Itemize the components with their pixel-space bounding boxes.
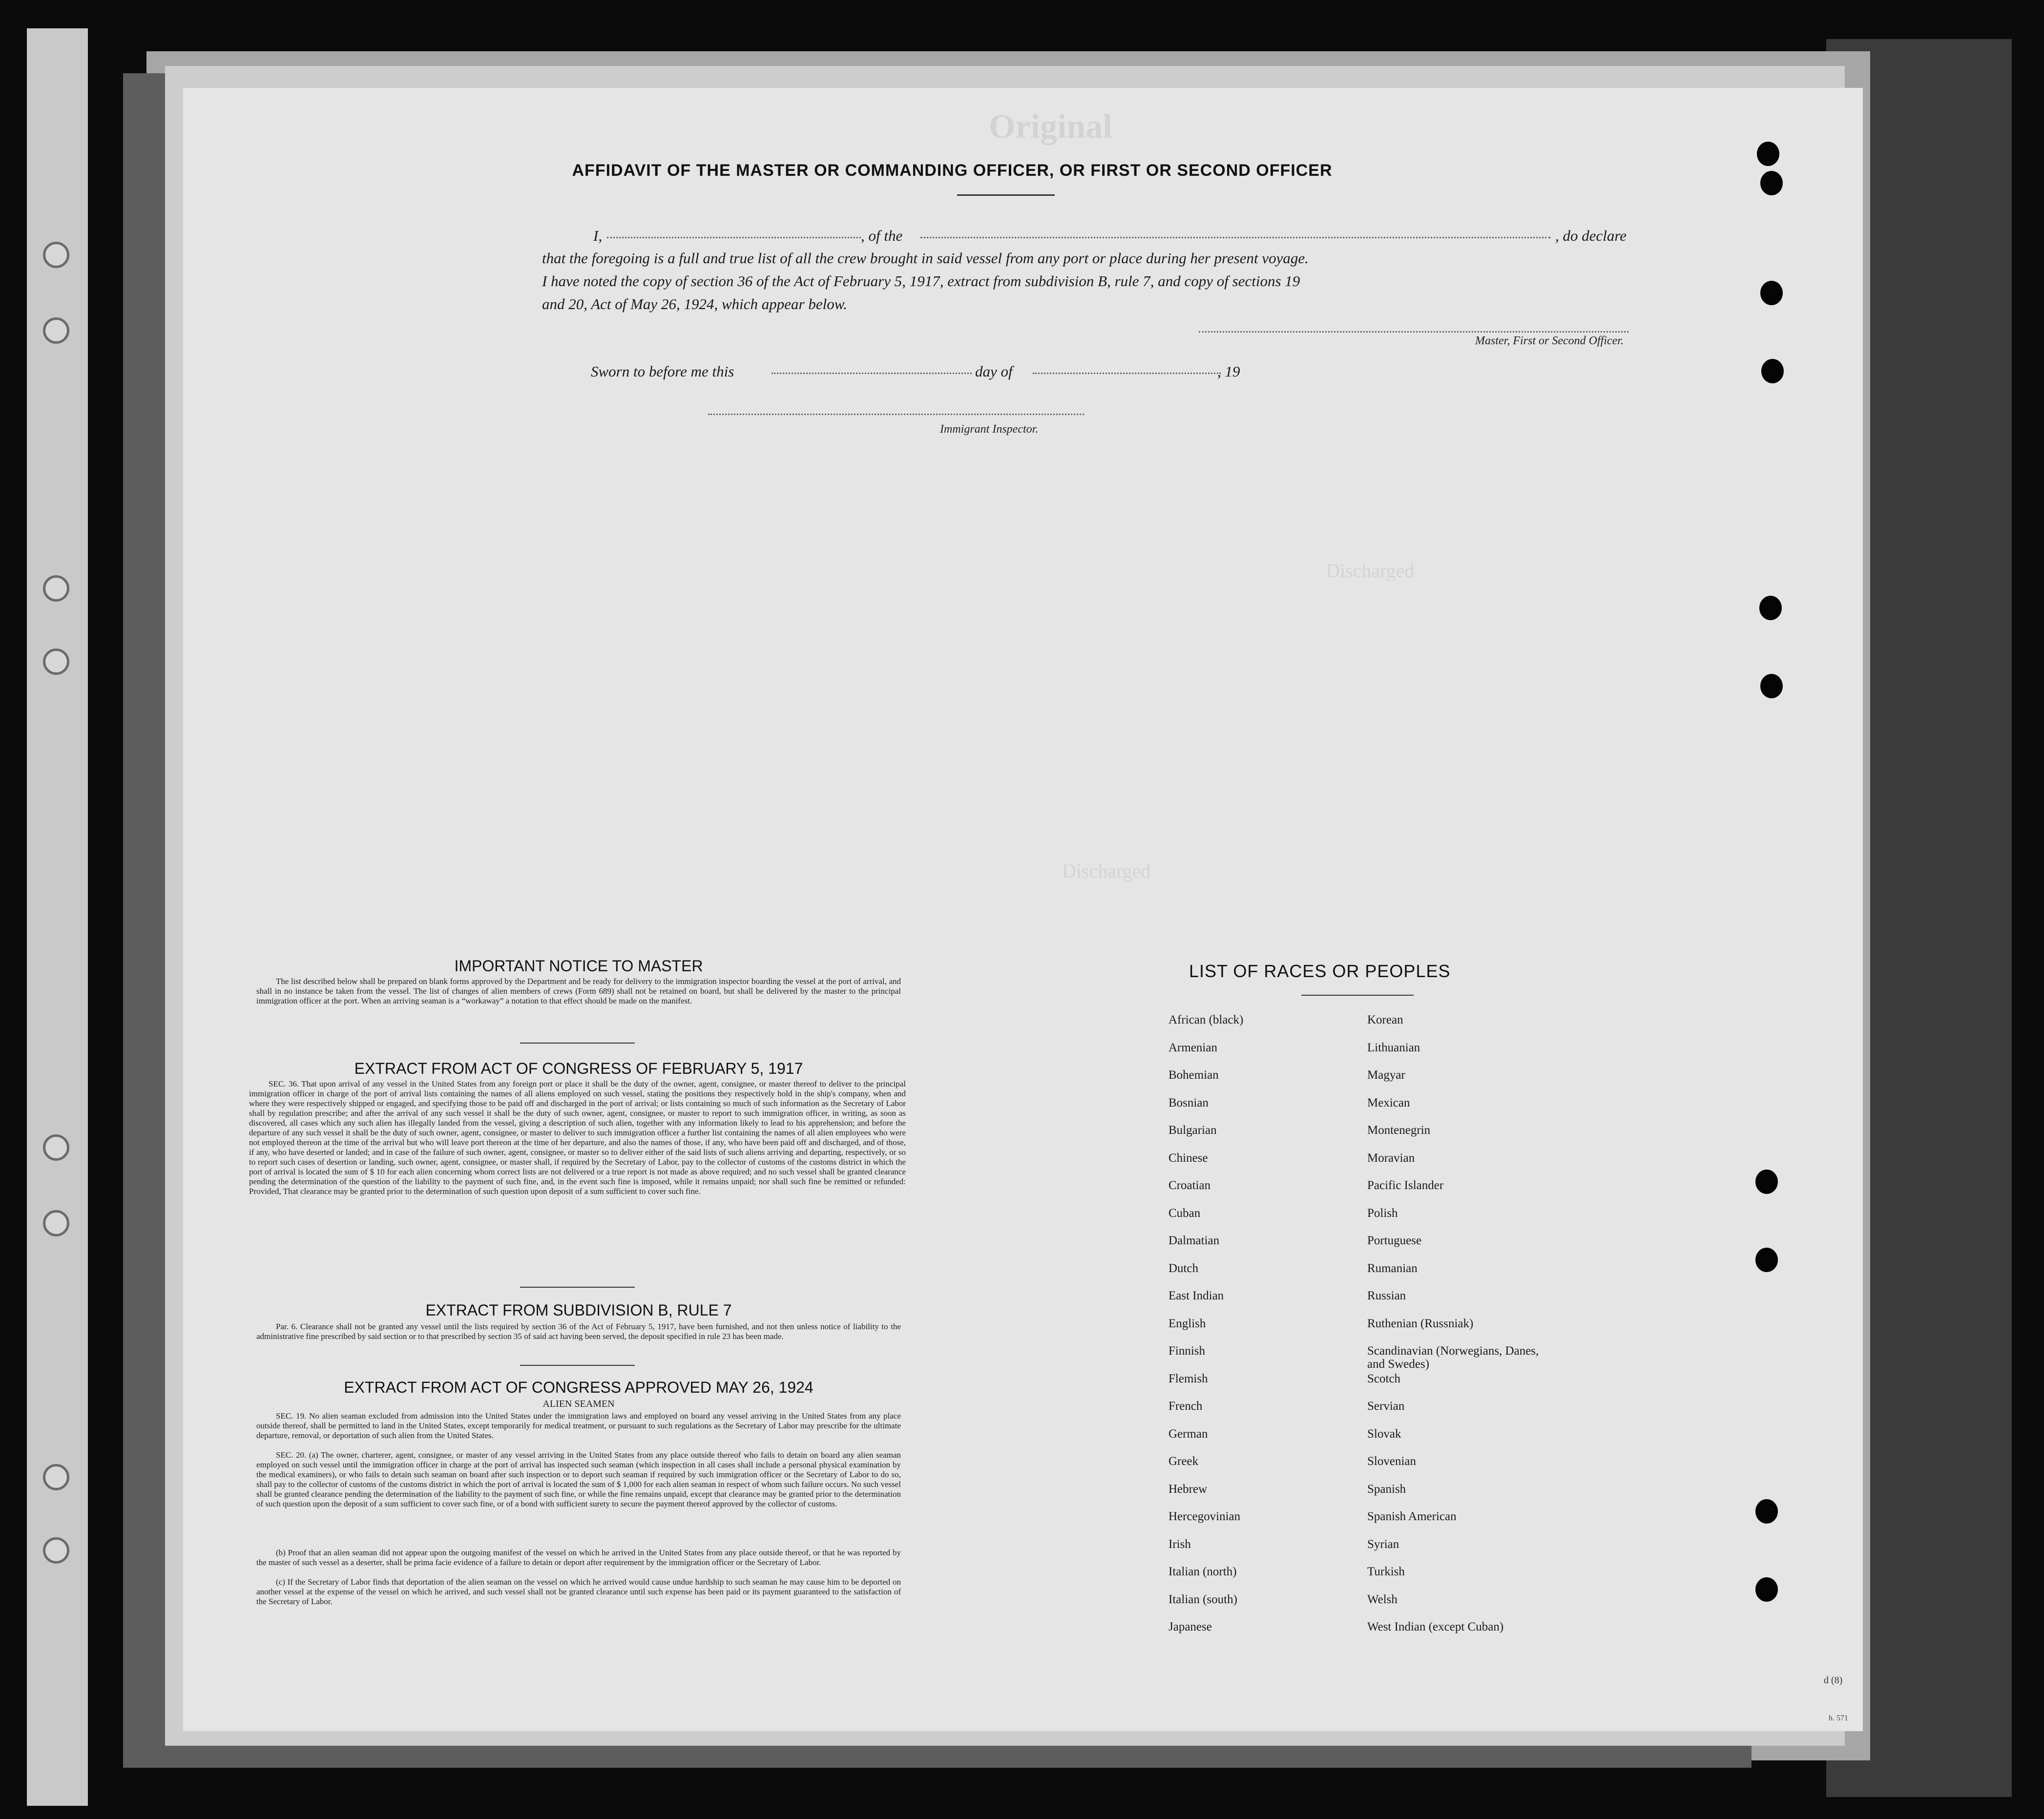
- year-text: , 19: [1217, 363, 1240, 380]
- sec20c-body: (c) If the Secretary of Labor finds that deportation of the alien seaman on the vessel on which he arrived would cause undue hardship to such seaman he may cause him to be deported on another vessel at the expense of the vessel on which he arrived, and such vessel shall not be granted clearance until such expense has been paid or its payment guaranteed to the satisfaction of the Secretary of Labor.: [256, 1577, 901, 1606]
- race-item: Portuguese: [1367, 1234, 1422, 1247]
- affidavit-i: I,: [593, 227, 603, 244]
- day-of-text: day of: [975, 363, 1013, 380]
- vessel-blank: [920, 237, 1550, 238]
- extract-1924-heading: EXTRACT FROM ACT OF CONGRESS APPROVED MAY 26, 1924: [344, 1379, 813, 1396]
- section-divider: [520, 1043, 635, 1044]
- race-item: Welsh: [1367, 1592, 1397, 1606]
- race-item: French: [1168, 1400, 1203, 1413]
- punch-hole: [1755, 1170, 1778, 1194]
- race-item: Korean: [1367, 1013, 1403, 1026]
- race-item: Scandinavian (Norwegians, Danes, and Swedes): [1367, 1344, 1539, 1371]
- race-item: Hebrew: [1168, 1482, 1208, 1496]
- rule7-body: Par. 6. Clearance shall not be granted any vessel until the lists required by section 36 of the Act of February 5, 1917, have been furnished, and not then unless notice of liability to the administrative fine prescribed by said section or to that prescribed by section 35 of said act having been served, the deposit specified in rule 23 has been made.: [256, 1322, 901, 1341]
- master-signature-label: Master, First or Second Officer.: [1475, 335, 1624, 347]
- race-item: Chinese: [1168, 1151, 1208, 1165]
- race-item: Armenian: [1168, 1041, 1217, 1054]
- inspector-signature-blank: [708, 414, 1084, 415]
- alien-seamen-subheading: ALIEN SEAMEN: [542, 1399, 615, 1409]
- inspector-label: Immigrant Inspector.: [940, 423, 1039, 436]
- race-item: Japanese: [1168, 1620, 1212, 1633]
- signature-blank: [1199, 331, 1628, 333]
- punch-hole: [1759, 596, 1782, 620]
- sworn-text: Sworn to before me this: [591, 363, 734, 380]
- race-item: Ruthenian (Russniak): [1367, 1317, 1474, 1330]
- race-item: Dalmatian: [1168, 1234, 1220, 1247]
- punch-hole: [43, 1210, 69, 1236]
- race-item: Magyar: [1367, 1068, 1405, 1082]
- extract-1917-heading: EXTRACT FROM ACT OF CONGRESS OF FEBRUARY 5, 1917: [354, 1060, 803, 1077]
- race-item: Greek: [1168, 1455, 1199, 1468]
- race-item: Bulgarian: [1168, 1124, 1217, 1137]
- race-item: Bosnian: [1168, 1096, 1209, 1109]
- punch-hole: [43, 317, 69, 344]
- affidavit-of-the: , of the: [861, 227, 903, 244]
- race-item: Mexican: [1367, 1096, 1410, 1109]
- month-blank: [1033, 373, 1221, 374]
- races-heading: LIST OF RACES OR PEOPLES: [1189, 961, 1451, 981]
- race-item: Slovak: [1367, 1427, 1401, 1441]
- punch-hole: [43, 575, 69, 602]
- punched-margin-strip: [27, 28, 88, 1806]
- race-item: Turkish: [1367, 1565, 1405, 1578]
- sec19-body: SEC. 19. No alien seaman excluded from admission into the United States under the immigration laws and employed on board any vessel arriving in the United States from any place outside thereof, shall be permitted to land in the United States, except temporarily for medical treatment, or pursuant to such regulations as the Secretary of Labor may prescribe for the ultimate departure, removal, or deportation of such alien from the United States.: [256, 1411, 901, 1440]
- race-item: Finnish: [1168, 1344, 1206, 1358]
- races-divider: [1301, 995, 1414, 996]
- punch-hole: [43, 1464, 69, 1490]
- day-blank: [772, 373, 972, 374]
- notice-heading: IMPORTANT NOTICE TO MASTER: [454, 957, 703, 975]
- race-item: African (black): [1168, 1013, 1244, 1026]
- affidavit-title: AFFIDAVIT OF THE MASTER OR COMMANDING OFFICER, OR FIRST OR SECOND OFFICER: [572, 161, 1333, 180]
- margin-code: h. 571: [1829, 1714, 1848, 1722]
- bleed-through-discharged: Discharged: [1326, 560, 1415, 582]
- race-item: Scotch: [1367, 1372, 1401, 1385]
- race-item: Montenegrin: [1367, 1124, 1431, 1137]
- race-item: Spanish American: [1367, 1510, 1457, 1523]
- affidavit-line: that the foregoing is a full and true list of all the crew brought in said vessel from any port or place during her present voyage.: [542, 250, 1309, 267]
- punch-hole: [1761, 359, 1784, 383]
- punch-hole: [1757, 142, 1779, 166]
- punch-hole: [1760, 281, 1783, 305]
- race-item: Croatian: [1168, 1179, 1211, 1192]
- race-item: West Indian (except Cuban): [1367, 1620, 1504, 1633]
- punch-hole: [1760, 674, 1783, 698]
- race-item: Italian (north): [1168, 1565, 1237, 1578]
- bleed-through-original: Original: [989, 108, 1112, 146]
- race-item: Russian: [1367, 1289, 1406, 1302]
- margin-code: d (8): [1824, 1675, 1843, 1686]
- race-item: English: [1168, 1317, 1206, 1330]
- race-item: Rumanian: [1367, 1261, 1418, 1275]
- race-item: Italian (south): [1168, 1592, 1237, 1606]
- notice-body: The list described below shall be prepared on blank forms approved by the Department and be ready for delivery to the immigration inspector boarding the vessel at the port of arrival, and shall in no instance be taken from the vessel. The list of changes of alien members of crews (Form 689) shall not be retained on board, but shall be delivered by the master to the principal immigration officer at the port. When an arriving seaman is a “workaway” a notation to that effect should be made on the manifest.: [256, 977, 901, 1005]
- document-page: [183, 88, 1863, 1731]
- race-item: Polish: [1367, 1206, 1398, 1220]
- extract-1917-body: SEC. 36. That upon arrival of any vessel in the United States from any foreign port or place it shall be the duty of the owner, agent, consignee, or master thereof to deliver to the principal immigration officer in charge of the port of arrival lists containing the names of all aliens employed on such vessel, stating the positions they respectively hold in the ship's company, when and where they were respectively shipped or engaged, and specifying those to be paid off and discharged in the port of arrival; or lists containing so much of such information as the Secretary of Labor shall by regulation prescribe; and after the arrival of any such vessel it shall be the duty of such owner, agent, consignee, or master to report to such immigration officer, in writing, as soon as discovered, all cases which any such alien has illegally landed from the vessel, giving a description of such alien, together with any information likely to lead to his apprehension; and before the departure of any such vessel it shall be the duty of such owner, agent, consignee, or master to deliver to such immigration officer a further list containing the names of all alien employees who were not employed thereon at the time of the arrival but who will leave port thereon at the time of her departure, and also the names of those, if any, who have been paid off and discharged, and of those, if any, who have deserted or landed; and in case of the failure of such owner, agent, consignee, or master so to deliver either of the said lists of such aliens arriving and departing, respectively, or so to report such cases of desertion or landing, such owner, agent, consignee, or master shall, if required by the Secretary of Labor, pay to the collector of customs of the customs district in which the port of arrival is located the sum of $ 10 for each alien concerning whom correct lists are not delivered or a true report is not made as above required; and no such vessel shall be granted clearance pending the determination of the question of the liability to the payment of such fine, and, in the event such fine is imposed, while it remains unpaid; nor shall such fine be remitted or refunded: Provided, That clearance may be granted prior to the determination of such question upon deposit of a sum sufficient to cover such fine.: [249, 1079, 906, 1196]
- name-blank: [607, 237, 861, 238]
- section-divider: [520, 1365, 635, 1366]
- sec20b-body: (b) Proof that an alien seaman did not appear upon the outgoing manifest of the vessel on which he arrived in the United States from any place outside thereof, or that he was reported by the master of such vessel as a deserter, shall be prima facie evidence of a failure to detain or deport after requirement by the immigration officer or the Secretary of Labor.: [256, 1548, 901, 1567]
- race-item: German: [1168, 1427, 1208, 1441]
- race-item: Spanish: [1367, 1482, 1406, 1496]
- race-item: Lithuanian: [1367, 1041, 1420, 1054]
- punch-hole: [43, 242, 69, 268]
- race-item: Servian: [1367, 1400, 1405, 1413]
- punch-hole: [43, 1134, 69, 1161]
- race-item: Irish: [1168, 1537, 1191, 1551]
- punch-hole: [43, 1537, 69, 1564]
- race-item: East Indian: [1168, 1289, 1224, 1302]
- race-item: Syrian: [1367, 1537, 1399, 1551]
- punch-hole: [1755, 1248, 1778, 1272]
- race-item: Bohemian: [1168, 1068, 1219, 1082]
- sec20a-body: SEC. 20. (a) The owner, charterer, agent, consignee, or master of any vessel arriving in the United States from any place outside thereof who fails to detain on board any alien seaman employed on such vessel until the immigration officer in charge at the port of arrival has inspected such seaman (which inspection in all cases shall include a personal physical examination by the medical examiners), or who fails to detain such seaman on board after such inspection or to deport such seaman if required by such immigration officer or the Secretary of Labor to do so, shall pay to the collector of customs of the customs district in which the port of arrival is located the sum of $ 1,000 for each alien seaman in respect of whom such failure occurs. No such vessel shall be granted clearance pending the determination of the liability to the payment of such fine, or while the fine remains unpaid, except that clearance may be granted prior to the determination of such question upon the deposit of a sum sufficient to cover such fine, or of a bond with sufficient surety to secure the payment thereof approved by the collector of customs.: [256, 1450, 901, 1508]
- punch-hole: [1755, 1577, 1778, 1602]
- race-item: Cuban: [1168, 1206, 1201, 1220]
- race-item: Flemish: [1168, 1372, 1208, 1385]
- bleed-through-discharged: Discharged: [1062, 860, 1151, 882]
- race-item: Slovenian: [1367, 1455, 1416, 1468]
- title-divider: [957, 194, 1055, 196]
- race-item: Moravian: [1367, 1151, 1415, 1165]
- race-item: Pacific Islander: [1367, 1179, 1444, 1192]
- affidavit-line: and 20, Act of May 26, 1924, which appear below.: [542, 295, 847, 313]
- race-item: Dutch: [1168, 1261, 1199, 1275]
- affidavit-line: I have noted the copy of section 36 of the Act of February 5, 1917, extract from subdivision B, rule 7, and copy of sections 19: [542, 272, 1300, 290]
- race-item: Hercegovinian: [1168, 1510, 1241, 1523]
- section-divider: [520, 1287, 635, 1288]
- punch-hole: [1755, 1499, 1778, 1524]
- punch-hole: [1760, 171, 1783, 195]
- affidavit-declare: , do declare: [1555, 227, 1627, 244]
- punch-hole: [43, 648, 69, 675]
- rule7-heading: EXTRACT FROM SUBDIVISION B, RULE 7: [425, 1301, 732, 1319]
